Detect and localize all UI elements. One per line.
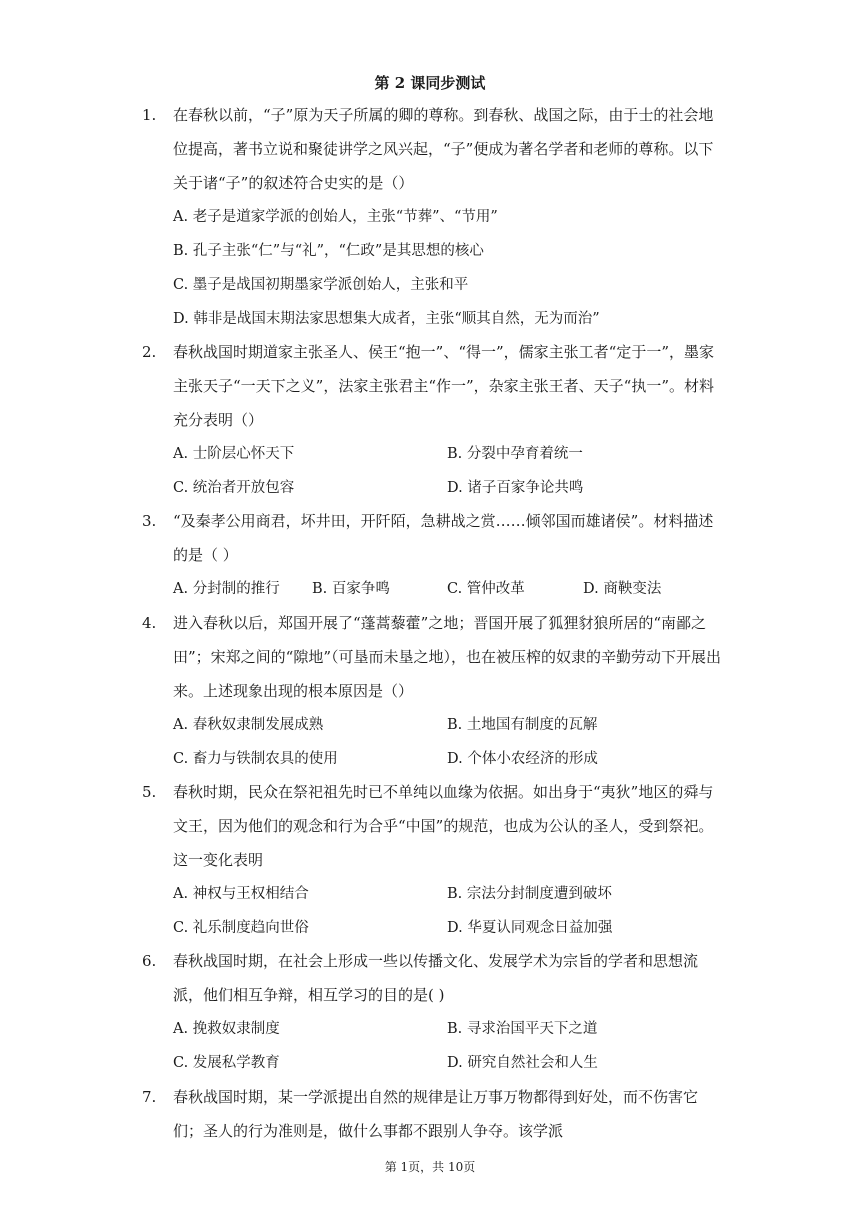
option-list [173,437,721,505]
option-d[interactable]: D. 韩非是战国末期法家思想集大成者，主张“顺其自然，无为而治” [173,311,600,327]
question-number: 4. [142,614,157,632]
option-d[interactable]: D. 华夏认同观念日益加强 [447,920,613,936]
question-number: 2. [142,343,157,361]
question-stem: 春秋战国时期，某一学派提出自然的规律是让万事万物都得到好处，而不伤害它们；圣人的行为准则是，做什么事都不跟别人争夺。该学派 [173,1088,699,1140]
question-number: 7. [142,1088,157,1106]
option-a[interactable]: A. 分封制的推行 [173,581,280,597]
option-b[interactable]: B. 寻求治国平天下之道 [447,1021,598,1037]
option-c[interactable]: C. 畜力与铁制农具的使用 [173,751,338,767]
question-number: 1. [142,106,157,124]
question-number: 5. [142,783,157,801]
option-a[interactable]: A. 老子是道家学派的创始人，主张“节葬”、“节用” [173,209,498,225]
option-c[interactable]: C. 发展私学教育 [173,1055,280,1071]
option-list [173,200,721,336]
question-stem: “及秦孝公用商君，坏井田，开阡陌，急耕战之赏……倾邻国而雄诸侯”。材料描述的是（ ） [173,512,714,564]
option-d[interactable]: D. 诸子百家争论共鸣 [447,480,584,496]
option-a[interactable]: A. 挽救奴隶制度 [173,1021,280,1037]
question-number: 3. [142,512,157,530]
option-b[interactable]: B. 土地国有制度的瓦解 [447,717,598,733]
option-b[interactable]: B. 宗法分封制度遭到破坏 [447,886,612,902]
option-list [173,708,721,776]
option-a[interactable]: A. 神权与王权相结合 [173,886,309,902]
question-stem: 在春秋以前，“子”原为天子所属的卿的尊称。到春秋、战国之际，由于士的社会地位提高，著书立说和聚徒讲学之风兴起，“子”便成为著名学者和老师的尊称。以下关于诸“子”的叙述符合史实的是（） [173,106,714,192]
option-a[interactable]: A. 士阶层心怀天下 [173,446,295,462]
option-c[interactable]: C. 礼乐制度趋向世俗 [173,920,309,936]
option-c[interactable]: C. 管仲改革 [447,581,525,597]
option-list [173,877,721,945]
option-c[interactable]: C. 统治者开放包容 [173,480,295,496]
option-b[interactable]: B. 孔子主张“仁”与“礼”，“仁政”是其思想的核心 [173,243,484,259]
option-d[interactable]: D. 个体小农经济的形成 [447,751,598,767]
page-title: 第 2 课同步测试 [374,74,486,92]
question-stem: 春秋战国时期道家主张圣人、侯王“抱一”、“得一”，儒家主张工者“定于一”，墨家主张天子“一天下之义”，法家主张君主“作一”，杂家主张王者、天子“执一”。材料充分表明（） [173,343,715,429]
option-a[interactable]: A. 春秋奴隶制发展成熟 [173,717,324,733]
option-c[interactable]: C. 墨子是战国初期墨家学派创始人，主张和平 [173,277,469,293]
option-list [173,1012,721,1080]
question-stem: 进入春秋以后，郑国开展了“蓬蒿藜藿”之地；晋国开展了狐狸豺狼所居的“南鄙之田”；宋郑之间的“隙地”（可垦而未垦之地），也在被压榨的奴隶的辛勤劳动下开展出来。上述现象出现的根本原因是（） [173,614,722,700]
page-footer: 第 1页，共 10页 [384,1160,476,1174]
option-d[interactable]: D. 研究自然社会和人生 [447,1055,598,1071]
option-d[interactable]: D. 商鞅变法 [583,581,662,597]
question-stem: 春秋战国时期，在社会上形成一些以传播文化、发展学术为宗旨的学者和思想流派，他们相互争辩，相互学习的目的是( ) [173,952,699,1004]
option-b[interactable]: B. 百家争鸣 [312,581,390,597]
question-stem: 春秋时期，民众在祭祀祖先时已不单纯以血缘为依据。如出身于“夷狄”地区的舜与文王，因为他们的观念和行为合乎“中国”的规范，也成为公认的圣人，受到祭祀。这一变化表明 [173,783,714,869]
question-number: 6. [142,952,157,970]
option-b[interactable]: B. 分裂中孕育着统一 [447,446,583,462]
option-list [173,572,721,606]
